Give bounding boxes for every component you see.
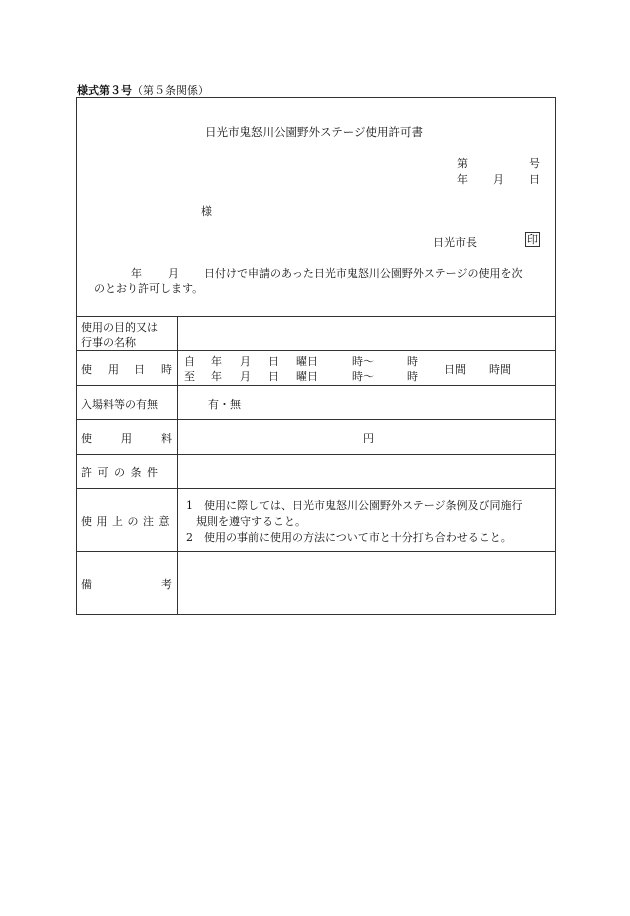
to-year: 年 — [211, 370, 222, 383]
row-divider — [76, 454, 556, 455]
row-divider — [76, 551, 556, 552]
admission-label: 入場料等の有無 — [81, 398, 158, 411]
admission-value: 有・無 — [208, 398, 241, 411]
form-number — [77, 82, 209, 98]
datetime-label-char: 用 — [108, 363, 119, 376]
notes-item2: 2 使用の事前に使用の方法について市と十分打ち合わせること。 — [186, 531, 512, 544]
to-day: 日 — [268, 370, 279, 383]
from-weekday: 曜日 — [296, 355, 318, 368]
to-prefix: 至 — [184, 370, 195, 383]
date-day: 日 — [529, 173, 540, 186]
from-end-hour: 時 — [407, 355, 418, 368]
datetime-label-char: 時 — [161, 363, 172, 376]
remarks-label-char: 考 — [161, 578, 172, 591]
row-divider — [76, 350, 556, 351]
from-day: 日 — [268, 355, 279, 368]
table-top-line — [76, 316, 556, 317]
datetime-label-char: 日 — [134, 363, 145, 376]
body-line1: 日付けで申請のあった日光市鬼怒川公園野外ステージの使用を次 — [204, 267, 523, 280]
doc-number-go: 号 — [529, 157, 540, 170]
body-line2: のとおり許可します。 — [94, 282, 204, 295]
from-year: 年 — [211, 355, 222, 368]
to-weekday: 曜日 — [296, 370, 318, 383]
notes-item1-line2: 規則を遵守すること。 — [196, 515, 306, 528]
from-hour: 時～ — [352, 355, 374, 368]
to-hour: 時～ — [352, 370, 374, 383]
notes-item1-line1: 1 使用に際しては、日光市鬼怒川公園野外ステージ条例及び同施行 — [186, 499, 523, 512]
date-year: 年 — [457, 173, 468, 186]
fee-label-char: 用 — [121, 432, 132, 445]
datetime-label-char: 使 — [81, 363, 92, 376]
body-month: 月 — [168, 267, 179, 280]
row-divider — [76, 488, 556, 489]
remarks-label-char: 備 — [81, 578, 92, 591]
fee-label-char: 使 — [81, 432, 92, 445]
conditions-label: 許 可 の 条 件 — [81, 466, 158, 479]
doc-number-dai: 第 — [457, 157, 468, 170]
addressee-suffix: 様 — [201, 205, 212, 218]
seal-mark: 印 — [527, 233, 538, 246]
notes-label: 使 用 上 の 注 意 — [81, 515, 170, 528]
column-divider — [177, 316, 178, 615]
row-divider — [76, 419, 556, 420]
issuer-name: 日光市長 — [433, 236, 477, 249]
fee-label-char: 料 — [161, 432, 172, 445]
datetime-hours: 時間 — [489, 363, 511, 376]
to-end-hour: 時 — [407, 370, 418, 383]
document-title: 日光市鬼怒川公園野外ステージ使用許可書 — [205, 125, 424, 139]
date-month: 月 — [493, 173, 504, 186]
form-number-relation: （第５条関係） — [132, 84, 209, 97]
form-number-label: 様式第３号 — [77, 84, 132, 97]
fee-unit: 円 — [363, 432, 374, 445]
purpose-label-line2: 行事の名称 — [81, 336, 136, 349]
datetime-days: 日間 — [444, 363, 466, 376]
from-month: 月 — [240, 355, 251, 368]
to-month: 月 — [240, 370, 251, 383]
from-prefix: 自 — [184, 355, 195, 368]
purpose-label-line1: 使用の目的又は — [81, 321, 158, 334]
row-divider — [76, 385, 556, 386]
body-year: 年 — [131, 267, 142, 280]
